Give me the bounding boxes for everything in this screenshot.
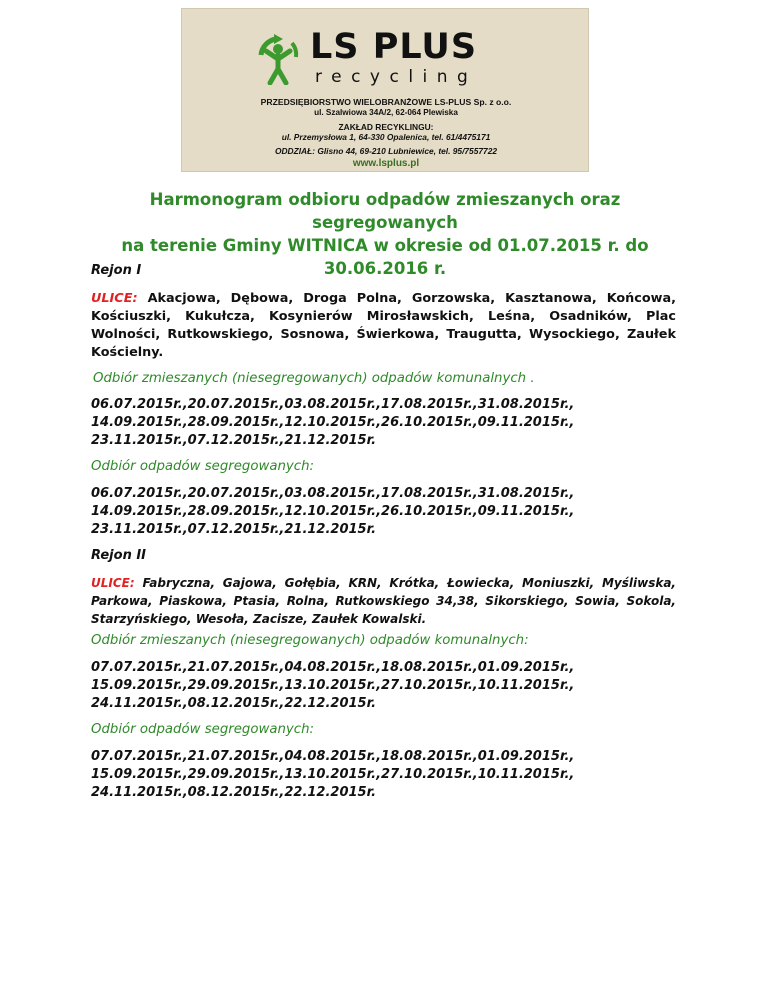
region-2-segregated-dates — [91, 748, 676, 802]
region-1-mixed-dates — [91, 396, 676, 450]
region-1-heading: Rejon I — [91, 263, 142, 278]
date-line: 14.09.2015r.,28.09.2015r.,12.10.2015r.,26.10.2015r.,09.11.2015r., — [91, 415, 575, 430]
date-line: 15.09.2015r.,29.09.2015r.,13.10.2015r.,27.10.2015r.,10.11.2015r., — [91, 678, 575, 693]
region-1-segregated-dates — [91, 485, 676, 539]
logo-subtitle: recycling — [315, 67, 478, 87]
logo-plant-heading: ZAKŁAD RECYKLINGU: — [338, 122, 434, 132]
region-1-streets: ULICE: Akacjowa, Dębowa, Droga Polna, Gorzowska, Kasztanowa, Końcowa, Kościuszki, Kukułcza, Kosynierów Mirosławskich, Leśna, Osadników, Plac Wolności, Rutkowskiego, Sosnowa, Świerkowa, Traugutta, Wysockiego, Zaułek Kościelny. — [91, 291, 676, 360]
company-logo-banner — [181, 8, 589, 172]
region-1-mixed-label: Odbiór zmieszanych (niesegregowanych) odpadów komunalnych . — [93, 371, 535, 386]
date-line: 06.07.2015r.,20.07.2015r.,03.08.2015r.,17.08.2015r.,31.08.2015r., — [91, 397, 575, 412]
date-line: 06.07.2015r.,20.07.2015r.,03.08.2015r.,17.08.2015r.,31.08.2015r., — [91, 486, 575, 501]
logo-website: www.lsplus.pl — [352, 158, 420, 169]
logo-plant-address: ul. Przemysłowa 1, 64-330 Opalenica, tel. 61/4475171 — [281, 132, 491, 142]
region-2-streets-label: ULICE: — [91, 576, 135, 590]
date-line: 07.07.2015r.,21.07.2015r.,04.08.2015r.,18.08.2015r.,01.09.2015r., — [91, 749, 575, 764]
region-1-segregated-label: Odbiór odpadów segregowanych: — [91, 459, 315, 474]
logo-company-address: ul. Szalwiowa 34A/2, 62-064 Plewiska — [314, 108, 458, 117]
date-line: 15.09.2015r.,29.09.2015r.,13.10.2015r.,27.10.2015r.,10.11.2015r., — [91, 767, 575, 782]
region-2-streets-list: Fabryczna, Gajowa, Gołębia, KRN, Krótka, Łowiecka, Moniuszki, Myśliwska, Parkowa, Piaskowa, Ptasia, Rolna, Rutkowskiego 34,38, Sikorskiego, Sowia, Sokola, Starzyńskiego, Wesoła, Zacisze, Zaułek Kowalski. — [91, 576, 676, 626]
title-line-1: Harmonogram odbioru odpadów zmieszanych oraz segregowanych — [149, 190, 621, 232]
region-2-heading: Rejon II — [91, 548, 147, 563]
date-line: 24.11.2015r.,08.12.2015r.,22.12.2015r. — [91, 696, 377, 711]
title-line-3: 30.06.2016 r. — [323, 259, 447, 278]
region-2-segregated-label: Odbiór odpadów segregowanych: — [91, 722, 315, 737]
date-line: 24.11.2015r.,08.12.2015r.,22.12.2015r. — [91, 785, 377, 800]
date-line: 07.07.2015r.,21.07.2015r.,04.08.2015r.,18.08.2015r.,01.09.2015r., — [91, 660, 575, 675]
logo-company-name: PRZEDSIĘBIORSTWO WIELOBRANŻOWE LS-PLUS Sp. z o.o. — [260, 97, 512, 107]
region-2-mixed-label: Odbiór zmieszanych (niesegregowanych) odpadów komunalnych: — [91, 633, 529, 648]
date-line: 23.11.2015r.,07.12.2015r.,21.12.2015r. — [91, 522, 377, 537]
region-2-streets — [91, 574, 676, 628]
date-line: 14.09.2015r.,28.09.2015r.,12.10.2015r.,26.10.2015r.,09.11.2015r., — [91, 504, 575, 519]
title-line-2: na terenie Gminy WITNICA w okresie od 01.07.2015 r. do — [121, 236, 649, 255]
region-1-streets-label: ULICE — [91, 291, 133, 306]
region-2-mixed-dates — [91, 659, 676, 713]
logo-brand-name: LS PLUS — [310, 27, 478, 67]
region-1-streets-list: Akacjowa, Dębowa, Droga Polna, Gorzowska, Kasztanowa, Końcowa, Kościuszki, Kukułcza, Kosynierów Mirosławskich, Leśna, Osadników, Plac Wolności, Rutkowskiego, Sosnowa, Świerkowa, Traugutta, Wysockiego, Zaułek Kościelny. — [91, 291, 676, 360]
logo-branch-address: ODDZIAŁ: Glisno 44, 69-210 Lubniewice, tel. 95/7557722 — [274, 146, 498, 156]
recycling-figure-icon — [252, 33, 304, 85]
date-line: 23.11.2015r.,07.12.2015r.,21.12.2015r. — [91, 433, 377, 448]
